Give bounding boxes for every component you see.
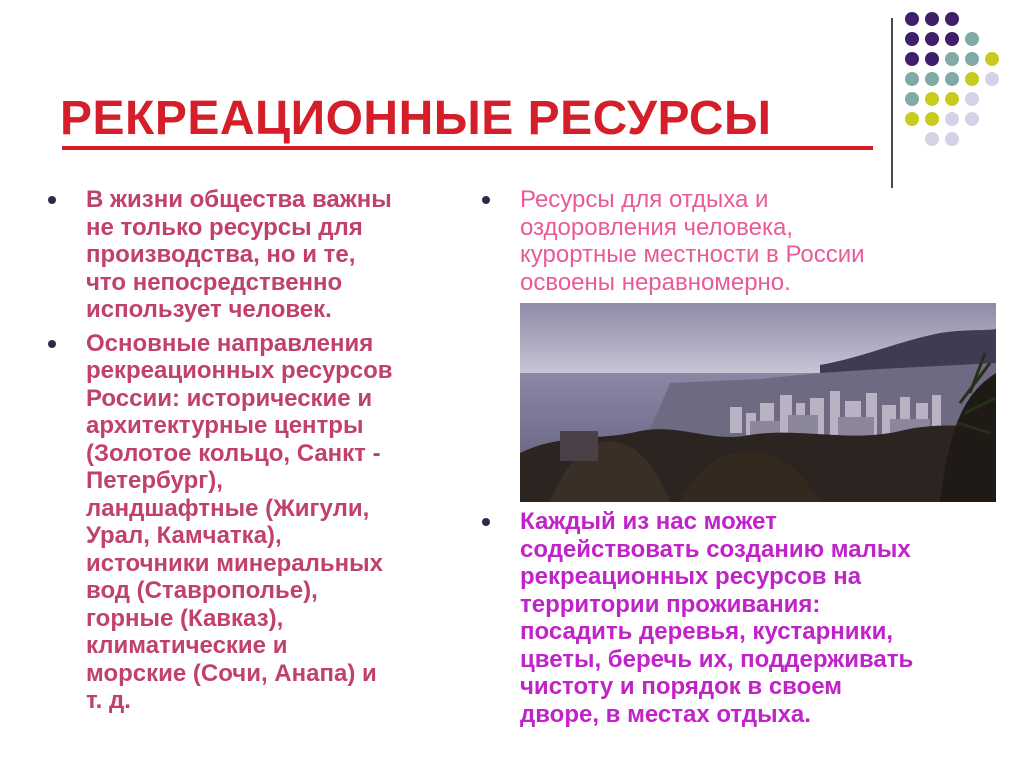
- left-bullet-1: [48, 186, 468, 324]
- decorative-dot: [945, 92, 959, 106]
- decorative-dot: [925, 52, 939, 66]
- bullet-icon: [482, 518, 490, 526]
- slide-title: РЕКРЕАЦИОННЫЕ РЕСУРСЫ: [60, 92, 772, 145]
- decorative-dot: [985, 52, 999, 66]
- decorative-dot: [905, 32, 919, 46]
- decorative-dot: [925, 92, 939, 106]
- decorative-dot: [965, 112, 979, 126]
- decorative-dot: [945, 132, 959, 146]
- bullet-icon: [482, 196, 490, 204]
- decorative-vertical-line: [891, 18, 893, 188]
- right-bullet-1: [482, 186, 1002, 296]
- decorative-dot: [945, 72, 959, 86]
- left-bullet-2: [48, 330, 468, 715]
- title-underline: [62, 146, 873, 150]
- decorative-dot: [925, 12, 939, 26]
- right-column-top: [482, 186, 1002, 296]
- coastal-city-photo: [520, 303, 996, 502]
- decorative-dot: [925, 112, 939, 126]
- decorative-dot: [925, 32, 939, 46]
- decorative-dot: [985, 72, 999, 86]
- right-bullet-2-text: Каждый из нас может содействовать созданию малых рекреационных ресурсов на территории проживания: посадить деревья, кустарники, цветы, беречь их, поддерживать чистоту и порядок в своем дворе, в местах отдыха.: [520, 508, 914, 728]
- decorative-dot: [965, 72, 979, 86]
- decorative-dot: [905, 112, 919, 126]
- left-column: [48, 186, 468, 715]
- decorative-dot: [925, 72, 939, 86]
- decorative-dot: [905, 72, 919, 86]
- left-bullet-2-text: Основные направления рекреационных ресурсов России: исторические и архитектурные центры (Золотое кольцо, Санкт - Петербург), ландшафтные (Жигули, Урал, Камчатка), источники минеральных вод (Ставрополье), горные (Кавказ), климатические и морские (Сочи, Анапа) и т. д.: [86, 329, 393, 714]
- right-bullet-2: [482, 508, 1012, 728]
- decorative-dot: [945, 32, 959, 46]
- decorative-dot: [965, 92, 979, 106]
- decorative-dot: [945, 112, 959, 126]
- decorative-dot-grid: [905, 12, 1015, 172]
- decorative-dot: [925, 132, 939, 146]
- bullet-icon: [48, 196, 56, 204]
- decorative-dot: [945, 52, 959, 66]
- decorative-dot: [965, 32, 979, 46]
- decorative-dot: [945, 12, 959, 26]
- bullet-icon: [48, 340, 56, 348]
- decorative-dot: [905, 12, 919, 26]
- decorative-dot: [965, 52, 979, 66]
- left-bullet-1-text: В жизни общества важны не только ресурсы для производства, но и те, что непосредственно использует человек.: [86, 186, 392, 323]
- decorative-dot: [905, 92, 919, 106]
- landscape-image: [520, 303, 996, 502]
- right-column-bottom: [482, 508, 1012, 728]
- decorative-dot: [905, 52, 919, 66]
- right-bullet-1-text: Ресурсы для отдыха и оздоровления человека, курортные местности в России освоены неравномерно.: [520, 186, 865, 296]
